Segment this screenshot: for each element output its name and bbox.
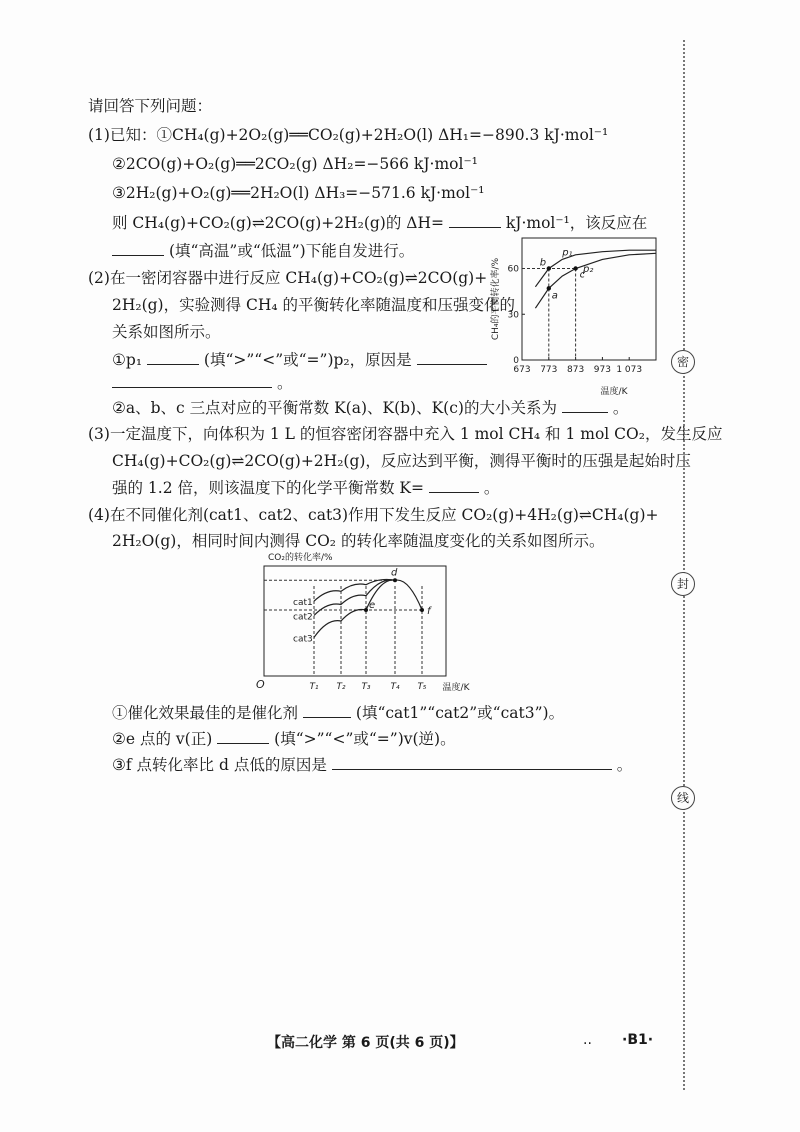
chart1-y-tick-label: 30 xyxy=(507,310,519,321)
q3-line3-text: 强的 1.2 倍，则该温度下的化学平衡常数 K= xyxy=(112,479,424,497)
q3-line3-end: 。 xyxy=(483,479,500,497)
chart2-point-label-e: e xyxy=(369,600,376,611)
chart1-x-tick-label: 1 073 xyxy=(616,365,643,375)
q2-line6-end: 。 xyxy=(612,399,629,417)
q4-sub2 xyxy=(112,728,456,749)
chart1-x-tick-label: 873 xyxy=(567,365,585,375)
co2-conversion-chart xyxy=(252,548,482,698)
q4-sub3 xyxy=(112,754,632,775)
q4-sub1 xyxy=(112,702,564,723)
chart1-series-1-label: p₁ xyxy=(562,247,573,259)
q4-sub3-text: ③f 点转化率比 d 点低的原因是 xyxy=(112,756,327,774)
q1-line1: (1)已知：①CH₄(g)+2O₂(g)══CO₂(g)+2H₂O(l) ΔH₁=−890.3 kJ·mol⁻¹ xyxy=(88,126,609,144)
chart2-series-label-cat2: cat2 xyxy=(293,612,313,623)
chart1-series-2-label: p₂ xyxy=(583,263,594,275)
q3-k-blank[interactable] xyxy=(429,477,479,493)
chart1-point-label-a: a xyxy=(551,290,558,302)
chart2-frame xyxy=(264,566,446,676)
q4-line2: 2H₂O(g)，相同时间内测得 CO₂ 的转化率随温度变化的关系如图所示。 xyxy=(112,532,605,550)
q2-line5-end: 。 xyxy=(276,374,293,392)
chart1-y-tick-label: 60 xyxy=(507,264,519,275)
chart1-point-b xyxy=(547,266,551,270)
q4-line1: (4)在不同催化剂(cat1、cat2、cat3)作用下发生反应 CO₂(g)+4H₂(g)⇌CH₄(g)+ xyxy=(88,506,659,524)
q4-sub1-text: ①催化效果最佳的是催化剂 xyxy=(112,704,299,722)
q4-sub3-end: 。 xyxy=(616,756,633,774)
q2-reason-blank-2[interactable] xyxy=(112,372,272,388)
intro-heading: 请回答下列问题： xyxy=(88,97,213,115)
chart2-series-label-cat1: cat1 xyxy=(293,598,313,609)
q2-line2: 2H₂(g)，实验测得 CH₄ 的平衡转化率随温度和压强变化的 xyxy=(112,296,516,314)
chart2-title: CO₂的转化率/% xyxy=(268,553,333,563)
chart2-x-tick-label: T₄ xyxy=(390,682,400,692)
q4-sub1-hint: (填“cat1”“cat2”或“cat3”)。 xyxy=(355,704,565,722)
q3-line2: CH₄(g)+CO₂(g)⇌2CO(g)+2H₂(g)，反应达到平衡，测得平衡时的压强是起始时压 xyxy=(112,452,691,470)
q4-sub2-text: ②e 点的 v(正) xyxy=(112,730,213,748)
chart2-point-e xyxy=(364,608,368,612)
q2-line6 xyxy=(112,397,628,418)
binding-dotted-line xyxy=(683,40,685,1090)
q2-p1-label: ①p₁ xyxy=(112,351,143,369)
chart2-series-3-curve xyxy=(314,580,395,637)
footer-dots: .. xyxy=(583,1032,592,1048)
q3-line3 xyxy=(112,477,499,498)
q2-line4-text: (填“>”“<”或“=”)p₂，原因是 xyxy=(203,351,412,369)
q4-rate-blank[interactable] xyxy=(217,728,269,744)
chart1-x-axis-label: 温度/K xyxy=(600,387,628,397)
seal-mi: 密 xyxy=(671,350,695,374)
q2-line5 xyxy=(112,372,292,393)
q2-reason-blank[interactable] xyxy=(417,349,487,365)
chart2-x-tick-label: T₅ xyxy=(417,682,427,692)
chart1-point-label-c: c xyxy=(579,269,586,281)
chart2-origin-label: O xyxy=(256,678,265,691)
chart1-point-c xyxy=(573,266,577,270)
footer-page-info: 【高二化学 第 6 页(共 6 页)】 xyxy=(267,1035,464,1051)
q1-line5-text: (填“高温”或“低温”)下能自发进行。 xyxy=(168,242,415,260)
chart2-point-label-d: d xyxy=(391,567,398,579)
q2-line4 xyxy=(112,349,487,370)
chart2-x-axis-label: 温度/K xyxy=(442,683,470,693)
chart1-y-axis-label: CH₄的平衡转化率/% xyxy=(491,257,501,341)
q1-line5 xyxy=(112,240,414,261)
q3-line1: (3)一定温度下，向体积为 1 L 的恒容密闭容器中充入 1 mol CH₄ 和 1 mol CO₂，发生反应 xyxy=(88,425,723,443)
q1-line4-text: 则 CH₄(g)+CO₂(g)⇌2CO(g)+2H₂(g)的 ΔH= xyxy=(112,214,444,232)
chart1-point-a xyxy=(547,286,551,290)
q1-line4-unit: kJ·mol⁻¹，该反应在 xyxy=(505,214,648,232)
seal-feng: 封 xyxy=(671,572,695,596)
q2-line1: (2)在一密闭容器中进行反应 CH₄(g)+CO₂(g)⇌2CO(g)+ xyxy=(88,269,488,287)
chart1-point-label-b: b xyxy=(539,257,547,269)
q4-reason-blank[interactable] xyxy=(332,754,612,770)
q1-line3: ③2H₂(g)+O₂(g)══2H₂O(l) ΔH₃=−571.6 kJ·mol⁻¹ xyxy=(112,184,485,202)
chart2-point-label-f: f xyxy=(427,606,431,617)
q2-line6-text: ②a、b、c 三点对应的平衡常数 K(a)、K(b)、K(c)的大小关系为 xyxy=(112,399,557,417)
q1-line2: ②2CO(g)+O₂(g)══2CO₂(g) ΔH₂=−566 kJ·mol⁻¹ xyxy=(112,155,478,173)
q4-catalyst-blank[interactable] xyxy=(303,702,351,718)
chart2-series-label-cat3: cat3 xyxy=(293,634,313,645)
ch4-conversion-chart xyxy=(484,228,664,400)
chart1-x-tick-label: 773 xyxy=(540,365,558,375)
chart1-x-tick-label: 973 xyxy=(593,365,611,375)
footer-code: ·B1· xyxy=(622,1032,654,1048)
chart1-y-tick-label: 0 xyxy=(513,356,519,366)
chart1-x-tick-label: 673 xyxy=(513,365,531,375)
chart2-point-d xyxy=(393,578,397,582)
q1-dh-blank[interactable] xyxy=(449,212,501,228)
q1-temp-blank[interactable] xyxy=(112,240,164,256)
chart2-point-f xyxy=(420,608,424,612)
chart2-x-tick-label: T₂ xyxy=(336,682,346,692)
chart2-x-tick-label: T₁ xyxy=(309,682,319,692)
q2-line3: 关系如图所示。 xyxy=(112,323,221,341)
seal-xian: 线 xyxy=(671,786,695,810)
q2-compare-blank[interactable] xyxy=(147,349,199,365)
q4-sub2-hint: (填“>”“<”或“=”)v(逆)。 xyxy=(274,730,456,748)
chart2-x-tick-label: T₃ xyxy=(361,682,371,692)
